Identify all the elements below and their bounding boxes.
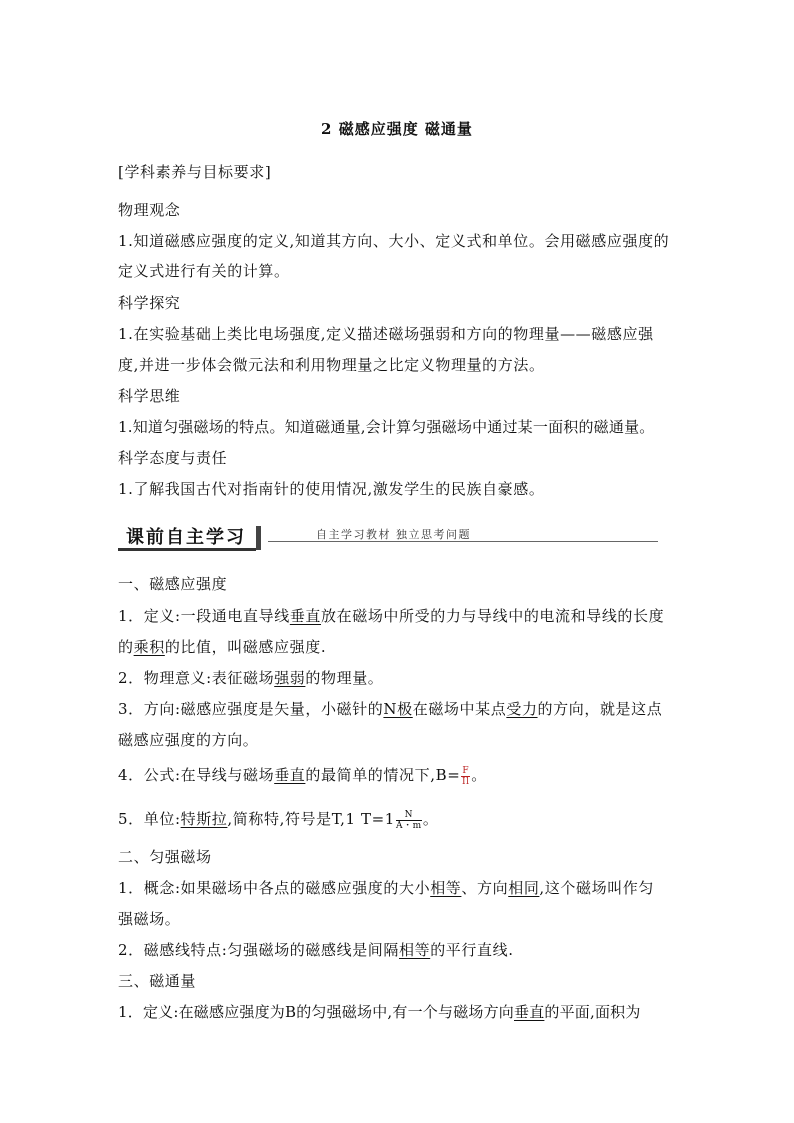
section-heading: 三、磁通量 — [118, 972, 197, 990]
paragraph-line — [118, 808, 684, 831]
objective-category-physics-concept: 物理观念 — [118, 201, 181, 219]
text: ,简称特,符号是T,1 T=1 — [227, 810, 395, 828]
objective-text: 定义式进行有关的计算。 — [118, 262, 290, 280]
text: 2．磁感线特点:匀强磁场的磁感线是间隔 — [118, 941, 399, 959]
objective-category-scientific-thinking: 科学思维 — [118, 387, 181, 405]
text: 。 — [422, 810, 439, 828]
objective-text: 度,并进一步体会微元法和利用物理量之比定义物理量的方法。 — [118, 356, 545, 374]
text: 磁感应强度的方向。 — [118, 731, 259, 749]
page-title: 2 磁感应强度 磁通量 — [321, 120, 473, 138]
fraction-denominator: A・m — [395, 820, 422, 831]
text: 的方向，就是这点 — [537, 700, 663, 718]
banner-bar — [256, 526, 261, 550]
objective-text: 1.知道匀强磁场的特点。知道磁通量,会计算匀强磁场中通过某一面积的磁通量。 — [118, 418, 655, 436]
text: 4．公式:在导线与磁场 — [118, 766, 275, 784]
text: 的最简单的情况下,B= — [305, 766, 461, 784]
paragraph-line — [118, 908, 684, 930]
paragraph-line — [118, 877, 684, 899]
text: 的比值，叫磁感应强度. — [164, 638, 327, 656]
paragraph-line — [118, 605, 684, 627]
text: 在磁场中某点 — [412, 700, 507, 718]
banner-tagline: 自主学习教材 独立思考问题 — [316, 528, 471, 541]
text: 的平行直线. — [430, 941, 514, 959]
fraction-denominator: Il — [461, 776, 470, 787]
text: 。 — [471, 766, 487, 784]
fraction-numerator: F — [462, 765, 470, 776]
paragraph-line — [118, 636, 684, 658]
text: 1．概念:如果磁场中各点的磁感应强度的大小 — [118, 879, 431, 897]
section-heading: 一、磁感应强度 — [118, 575, 228, 593]
objective-text: 1.在实验基础上类比电场强度,定义描述磁场强弱和方向的物理量——磁感应强 — [118, 325, 654, 343]
formula-fraction — [461, 766, 470, 787]
text: 1．定义:一段通电直导线 — [118, 607, 290, 625]
paragraph-line — [118, 1001, 684, 1023]
text: 的物理量。 — [305, 669, 384, 687]
underlined-term: 相等 — [430, 879, 462, 897]
text: 的平面,面积为 — [544, 1003, 641, 1021]
underlined-term: 相等 — [399, 941, 431, 959]
text: 强磁场。 — [118, 910, 181, 928]
underlined-term: 垂直 — [514, 1003, 545, 1021]
fraction-numerator: N — [396, 810, 422, 821]
paragraph-line — [118, 698, 684, 720]
text: 放在磁场中所受的力与导线中的电流和导线的长度 — [321, 607, 665, 625]
objective-text: 1.了解我国古代对指南针的使用情况,激发学生的民族自豪感。 — [118, 480, 545, 498]
underlined-term: 乘积 — [133, 638, 165, 656]
text: 3．方向:磁感应强度是矢量，小磁针的 — [118, 700, 384, 718]
paragraph-line — [118, 667, 684, 689]
underlined-term: N极 — [383, 700, 413, 718]
paragraph-line — [118, 729, 684, 751]
text: 、方向 — [461, 879, 509, 897]
objective-text: 1.知道磁感应强度的定义,知道其方向、大小、定义式和单位。会用磁感应强度的 — [118, 232, 670, 250]
text: 2．物理意义:表征磁场 — [118, 669, 275, 687]
section-heading: 二、匀强磁场 — [118, 848, 212, 866]
underlined-term: 垂直 — [289, 607, 322, 625]
objective-category-scientific-inquiry: 科学探究 — [118, 294, 181, 312]
objective-category-attitude: 科学态度与责任 — [118, 449, 228, 467]
objectives-heading: [学科素养与目标要求] — [118, 163, 272, 181]
banner-label: 课前自主学习 — [126, 527, 246, 548]
underlined-term: 受力 — [506, 700, 538, 718]
underlined-term: 垂直 — [274, 766, 306, 784]
text: ,这个磁场叫作匀 — [539, 879, 654, 897]
section-banner — [118, 522, 658, 550]
unit-fraction — [396, 810, 422, 831]
paragraph-line — [118, 939, 684, 961]
text: 1．定义:在磁感应强度为B的匀强磁场中,有一个与磁场方向 — [118, 1003, 514, 1021]
text: 5．单位: — [118, 810, 181, 828]
paragraph-line — [118, 764, 684, 787]
underlined-term: 特斯拉 — [180, 810, 228, 828]
underlined-term: 相同 — [508, 879, 540, 897]
underlined-term: 强弱 — [274, 669, 306, 687]
text: 的 — [118, 638, 134, 656]
